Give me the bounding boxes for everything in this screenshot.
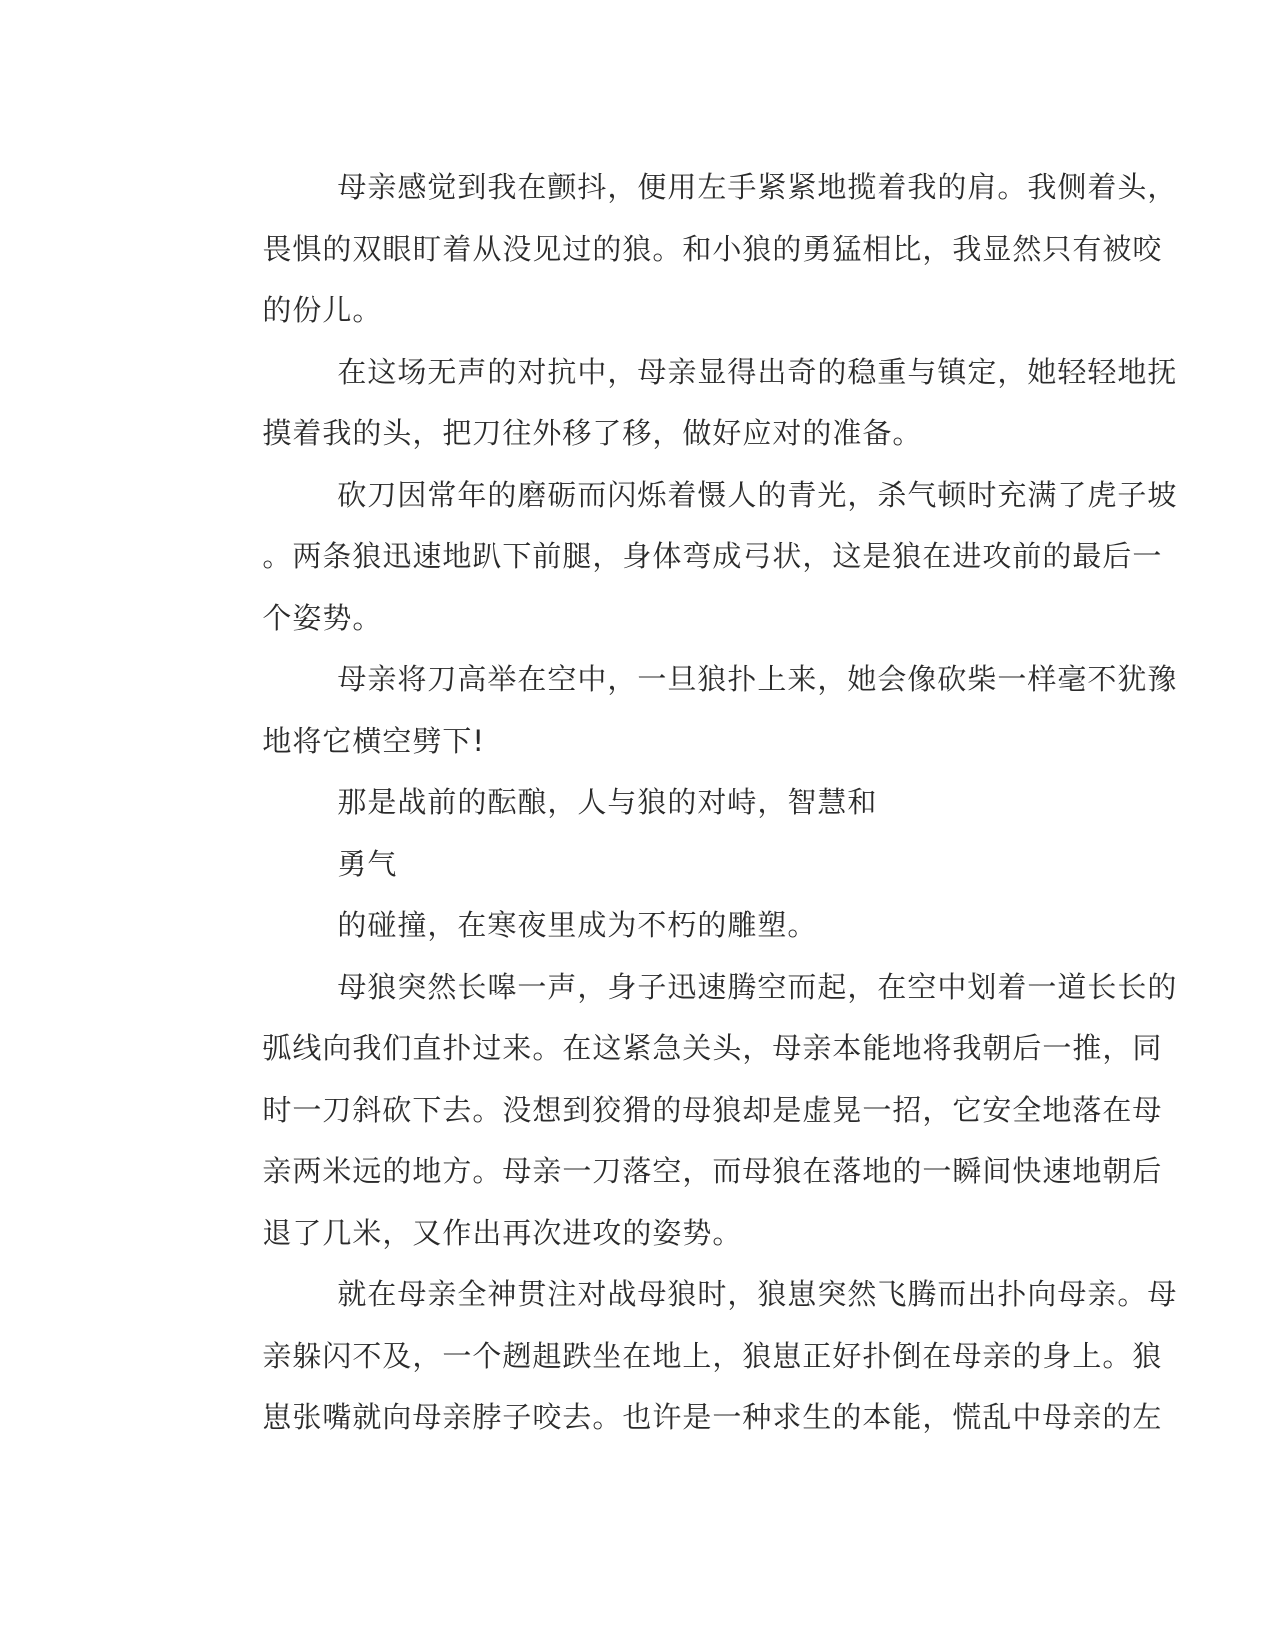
paragraph-7: [187, 895, 1067, 957]
text-line: 母亲感觉到我在颤抖，便用左手紧紧地揽着我的肩。我侧着头，: [337, 170, 1178, 204]
paragraph-5: [187, 772, 1067, 834]
text-line: 时一刀斜砍下去。没想到狡猾的母狼却是虚晃一招，它安全地落在母: [262, 1092, 1163, 1127]
paragraph-6: [187, 834, 1067, 896]
paragraph-2: [187, 342, 1178, 465]
text-line: 砍刀因常年的磨砺而闪烁着慑人的青光，杀气顿时充满了虎子坡: [337, 477, 1178, 512]
body-text: [187, 157, 1178, 1449]
paragraph-8: [187, 957, 1178, 1265]
paragraph-3: [187, 465, 1178, 650]
text-line: 母狼突然长嗥一声，身子迅速腾空而起，在空中划着一道长长的: [337, 969, 1178, 1004]
text-line: 那是战前的酝酿，人与狼的对峙，智慧和: [337, 785, 878, 819]
text-line: 畏惧的双眼盯着从没见过的狼。和小狼的勇猛相比，我显然只有被咬: [262, 231, 1163, 266]
text-line: 退了几米，又作出再次进攻的姿势。: [262, 1215, 743, 1250]
text-line: 母亲将刀高举在空中，一旦狼扑上来，她会像砍柴一样毫不犹豫: [337, 662, 1178, 696]
text-line: 亲躲闪不及，一个趔趄跌坐在地上，狼崽正好扑倒在母亲的身上。狼: [262, 1338, 1163, 1373]
text-line: 就在母亲全神贯注对战母狼时，狼崽突然飞腾而出扑向母亲。母: [337, 1277, 1178, 1311]
paragraph-4: [187, 649, 1178, 772]
text-line: 个姿势。: [262, 600, 383, 635]
text-line: 的份儿。: [262, 293, 383, 327]
text-line: 摸着我的头，把刀往外移了移，做好应对的准备。: [262, 416, 923, 450]
text-line: 的碰撞，在寒夜里成为不朽的雕塑。: [337, 908, 818, 942]
text-line: 崽张嘴就向母亲脖子咬去。也许是一种求生的本能，慌乱中母亲的左: [262, 1400, 1163, 1434]
text-line: 亲两米远的地方。母亲一刀落空，而母狼在落地的一瞬间快速地朝后: [262, 1154, 1163, 1188]
text-line: 。两条狼迅速地趴下前腿，身体弯成弓状，这是狼在进攻前的最后一: [262, 539, 1163, 573]
paragraph-1: [187, 157, 1178, 342]
text-line: 在这场无声的对抗中，母亲显得出奇的稳重与镇定，她轻轻地抚: [337, 354, 1178, 389]
text-line: 地将它横空劈下!: [262, 723, 486, 758]
text-line: 弧线向我们直扑过来。在这紧急关头，母亲本能地将我朝后一推，同: [262, 1031, 1163, 1065]
text-line: 勇气: [337, 846, 398, 881]
paragraph-9: [187, 1264, 1178, 1449]
